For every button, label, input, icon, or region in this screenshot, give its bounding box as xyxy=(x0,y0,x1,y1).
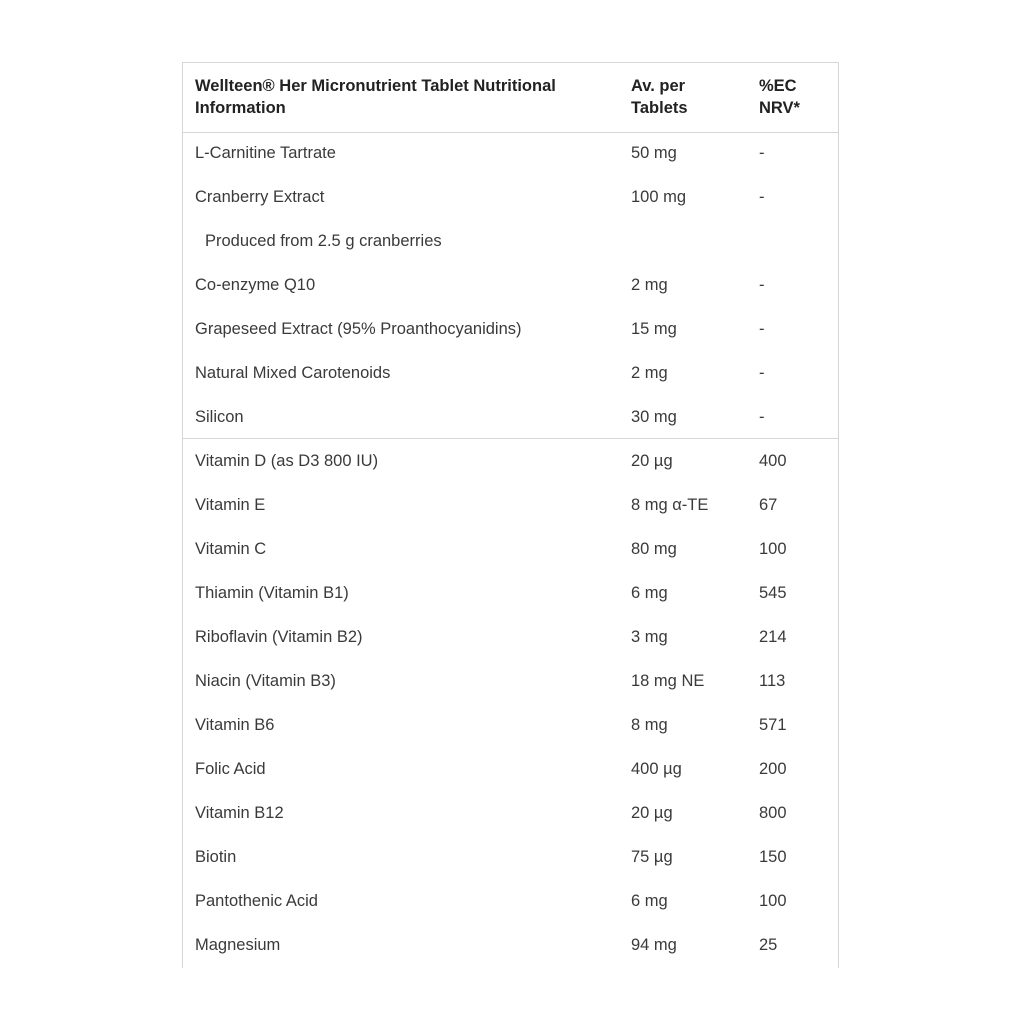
row-name: Niacin (Vitamin B3) xyxy=(195,672,336,690)
row-name: Vitamin B12 xyxy=(195,804,284,822)
row-name: Silicon xyxy=(195,408,244,426)
row-amount: 20 µg xyxy=(631,804,673,822)
header-nrv: %EC NRV* xyxy=(759,77,800,117)
table-row xyxy=(183,578,838,608)
row-nrv: 200 xyxy=(759,760,787,778)
table-row xyxy=(183,842,838,872)
row-name: Vitamin C xyxy=(195,540,267,558)
table-row xyxy=(183,270,838,300)
row-amount: 18 mg NE xyxy=(631,672,705,690)
table-row xyxy=(183,314,838,344)
row-amount: 8 mg α-TE xyxy=(631,496,709,514)
header-name: Wellteen® Her Micronutrient Tablet Nutritional Information xyxy=(195,77,556,117)
header-amount: Av. per Tablets xyxy=(631,77,688,117)
row-amount: 6 mg xyxy=(631,584,668,602)
row-name: Magnesium xyxy=(195,936,281,954)
row-name: Produced from 2.5 g cranberries xyxy=(205,232,442,250)
row-nrv: 67 xyxy=(759,496,778,514)
row-nrv: 25 xyxy=(759,936,778,954)
row-nrv: - xyxy=(759,144,765,162)
row-nrv: - xyxy=(759,320,765,338)
row-amount: 2 mg xyxy=(631,364,668,382)
row-amount: 50 mg xyxy=(631,144,677,162)
table-row xyxy=(183,534,838,564)
row-nrv: 571 xyxy=(759,716,787,734)
row-nrv: - xyxy=(759,408,765,426)
row-name: Folic Acid xyxy=(195,760,266,778)
row-name: Thiamin (Vitamin B1) xyxy=(195,584,349,602)
row-name: Cranberry Extract xyxy=(195,188,325,206)
table-row xyxy=(183,930,838,960)
table-row xyxy=(183,182,838,212)
row-name: Co-enzyme Q10 xyxy=(195,276,316,294)
row-nrv: 800 xyxy=(759,804,787,822)
table-row xyxy=(183,402,838,432)
row-nrv: - xyxy=(759,276,765,294)
row-amount: 20 µg xyxy=(631,452,673,470)
nutrition-table xyxy=(182,62,839,968)
row-name: Biotin xyxy=(195,848,237,866)
row-nrv: 100 xyxy=(759,540,787,558)
table-row xyxy=(183,446,838,476)
row-name: Vitamin B6 xyxy=(195,716,275,734)
table-row xyxy=(183,754,838,784)
section-divider xyxy=(183,438,838,439)
row-name: Riboflavin (Vitamin B2) xyxy=(195,628,363,646)
row-name: Pantothenic Acid xyxy=(195,892,318,910)
row-amount: 30 mg xyxy=(631,408,677,426)
row-name: Vitamin E xyxy=(195,496,266,514)
row-nrv: 113 xyxy=(759,672,786,690)
row-amount: 80 mg xyxy=(631,540,677,558)
row-amount: 94 mg xyxy=(631,936,677,954)
table-row xyxy=(183,710,838,740)
table-row xyxy=(183,666,838,696)
row-name: Natural Mixed Carotenoids xyxy=(195,364,391,382)
table-row xyxy=(183,358,838,388)
row-amount: 3 mg xyxy=(631,628,668,646)
row-amount: 6 mg xyxy=(631,892,668,910)
row-name: L-Carnitine Tartrate xyxy=(195,144,336,162)
row-amount: 2 mg xyxy=(631,276,668,294)
row-nrv: 400 xyxy=(759,452,787,470)
table-row xyxy=(183,138,838,168)
row-name: Vitamin D (as D3 800 IU) xyxy=(195,452,379,470)
row-amount: 75 µg xyxy=(631,848,673,866)
table-header xyxy=(183,63,838,133)
table-row xyxy=(183,798,838,828)
row-nrv: - xyxy=(759,364,765,382)
row-nrv: 100 xyxy=(759,892,787,910)
table-row xyxy=(183,886,838,916)
table-row xyxy=(183,226,838,256)
row-amount: 8 mg xyxy=(631,716,668,734)
table-row xyxy=(183,622,838,652)
row-amount: 400 µg xyxy=(631,760,682,778)
table-row xyxy=(183,490,838,520)
row-nrv: 150 xyxy=(759,848,787,866)
row-nrv: 214 xyxy=(759,628,787,646)
row-nrv: - xyxy=(759,188,765,206)
row-name: Grapeseed Extract (95% Proanthocyanidins) xyxy=(195,320,522,338)
row-amount: 15 mg xyxy=(631,320,677,338)
row-amount: 100 mg xyxy=(631,188,687,206)
row-nrv: 545 xyxy=(759,584,787,602)
